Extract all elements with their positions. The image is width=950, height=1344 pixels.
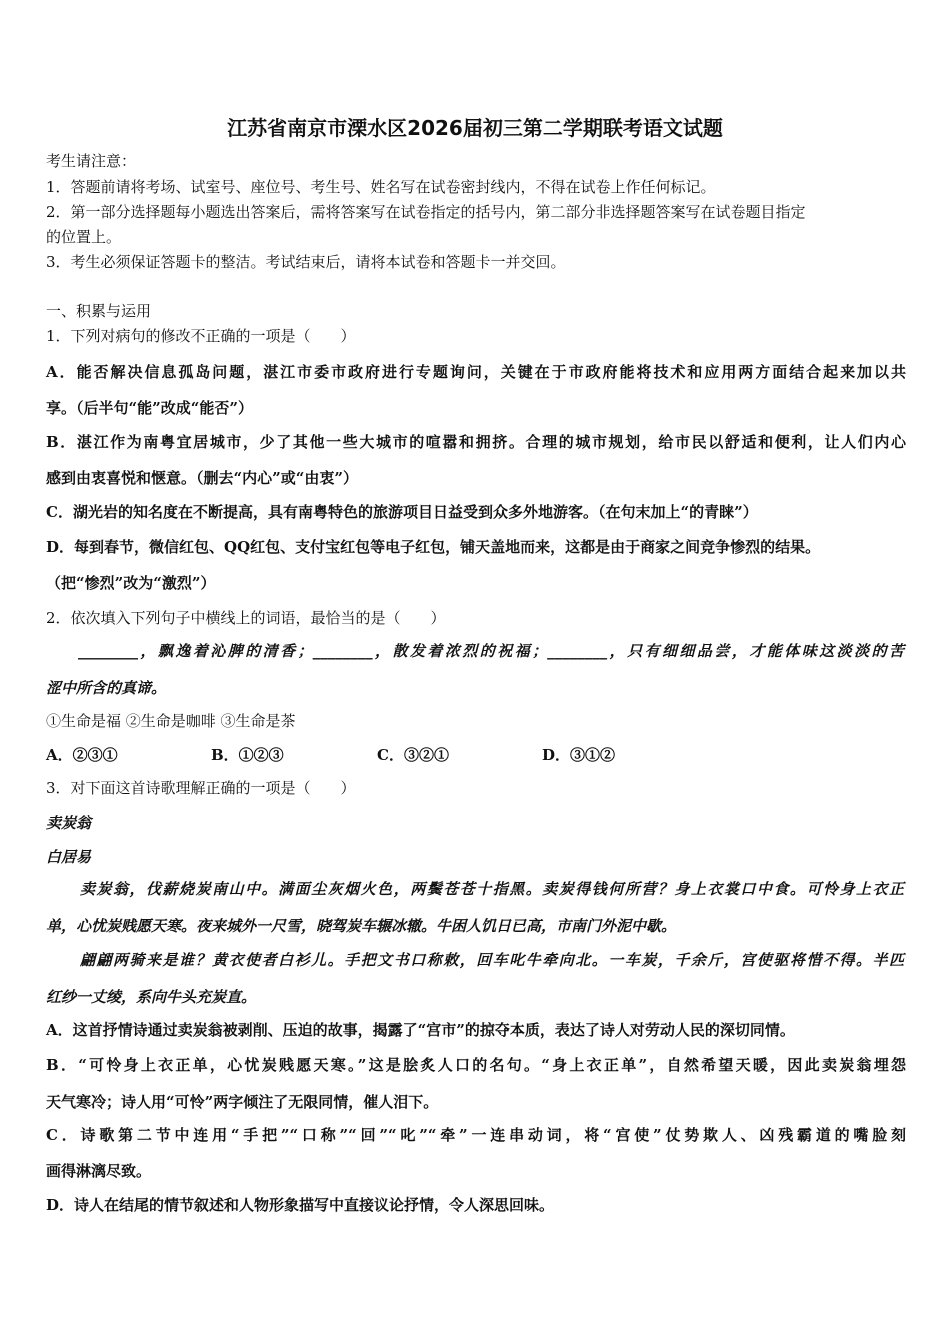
poem-author: 白居易 [46, 848, 92, 866]
q2-option-b: B．①②③ [211, 746, 284, 764]
q3-option-c-cont: 画得淋漓尽致。 [46, 1162, 152, 1180]
q2-stem: 2．依次填入下列句子中横线上的词语，最恰当的是（ ） [46, 609, 446, 627]
page-title: 江苏省南京市溧水区2026届初三第二学期联考语文试题 [227, 116, 723, 140]
section-heading: 一、积累与运用 [46, 302, 152, 320]
q3-option-b: B．“可怜身上衣正单，心忧炭贱愿天寒。”这是脍炙人口的名句。“身上衣正单”，自然希望天暖，因此卖炭翁埋怨 [46, 1056, 906, 1074]
notice-item-1: 1．答题前请将考场、试室号、座位号、考生号、姓名写在试卷密封线内，不得在试卷上作任何标记。 [46, 178, 716, 196]
q3-option-a: A．这首抒情诗通过卖炭翁被剥削、压迫的故事，揭露了“宫市”的掠夺本质，表达了诗人对劳动人民的深切同情。 [46, 1021, 795, 1039]
q1-option-d-cont: （把“惨烈”改为“激烈”） [46, 574, 216, 592]
q1-option-c: C．湖光岩的知名度在不断提高，具有南粤特色的旅游项目日益受到众多外地游客。（在句末加上“的青睐”） [46, 503, 758, 521]
q3-option-d: D．诗人在结尾的情节叙述和人物形象描写中直接议论抒情，令人深思回味。 [46, 1196, 555, 1214]
q1-option-d: D．每到春节，微信红包、QQ红包、支付宝红包等电子红包，铺天盖地而来，这都是由于商家之间竞争惨烈的结果。 [46, 538, 821, 556]
notice-heading: 考生请注意： [46, 152, 137, 170]
q1-stem: 1．下列对病句的修改不正确的一项是（ ） [46, 327, 356, 345]
poem-stanza-1-cont: 单，心忧炭贱愿天寒。夜来城外一尺雪，晓驾炭车辗冰辙。牛困人饥日已高，市南门外泥中歇。 [46, 917, 677, 935]
q2-option-a: A．②③① [46, 746, 118, 764]
poem-title: 卖炭翁 [46, 814, 92, 832]
q2-option-c: C．③②① [377, 746, 449, 764]
poem-stanza-1: 卖炭翁，伐薪烧炭南山中。满面尘灰烟火色，两鬓苍苍十指黑。卖炭得钱何所营？身上衣裳口中食。可怜身上衣正 [80, 880, 904, 898]
q1-option-b-cont: 感到由衷喜悦和惬意。（删去“内心”或“由衷”） [46, 469, 359, 487]
q1-option-a-cont: 享。（后半句“能”改成“能否”） [46, 399, 254, 417]
q1-option-a: A．能否解决信息孤岛问题，湛江市委市政府进行专题询问，关键在于市政府能将技术和应用两方面结合起来加以共 [46, 363, 906, 381]
q3-stem: 3．对下面这首诗歌理解正确的一项是（ ） [46, 779, 356, 797]
notice-item-3: 3．考生必须保证答题卡的整洁。考试结束后，请将本试卷和答题卡一并交回。 [46, 253, 566, 271]
q1-option-b: B．湛江作为南粤宜居城市，少了其他一些大城市的喧嚣和拥挤。合理的城市规划，给市民以舒适和便利，让人们内心 [46, 433, 906, 451]
q3-option-c: C．诗歌第二节中连用“手把”“口称”“回”“叱”“牵”一连串动词，将“宫使”仗势欺人、凶残霸道的嘴脸刻 [46, 1126, 906, 1144]
notice-item-2: 2．第一部分选择题每小题选出答案后，需将答案写在试卷指定的括号内，第二部分非选择题答案写在试卷题目指定 [46, 203, 806, 221]
q3-option-b-cont: 天气寒冷；诗人用“可怜”两字倾注了无限同情，催人泪下。 [46, 1093, 439, 1111]
poem-stanza-2: 翩翩两骑来是谁？黄衣使者白衫儿。手把文书口称敕，回车叱牛牵向北。一车炭，千余斤，宫使驱将惜不得。半匹 [80, 951, 904, 969]
q2-sentence-cont: 涩中所含的真谛。 [46, 679, 167, 697]
poem-stanza-2-cont: 红纱一丈绫，系向牛头充炭直。 [46, 988, 257, 1006]
q2-option-d: D．③①② [542, 746, 616, 764]
notice-item-2-cont: 的位置上。 [46, 228, 122, 246]
q2-sentence: ________，飘逸着沁脾的清香；________，散发着浓烈的祝福；________，只有细细品尝，才能体味这淡淡的苦 [78, 642, 904, 660]
q2-choices: ①生命是福 ②生命是咖啡 ③生命是茶 [46, 712, 296, 730]
